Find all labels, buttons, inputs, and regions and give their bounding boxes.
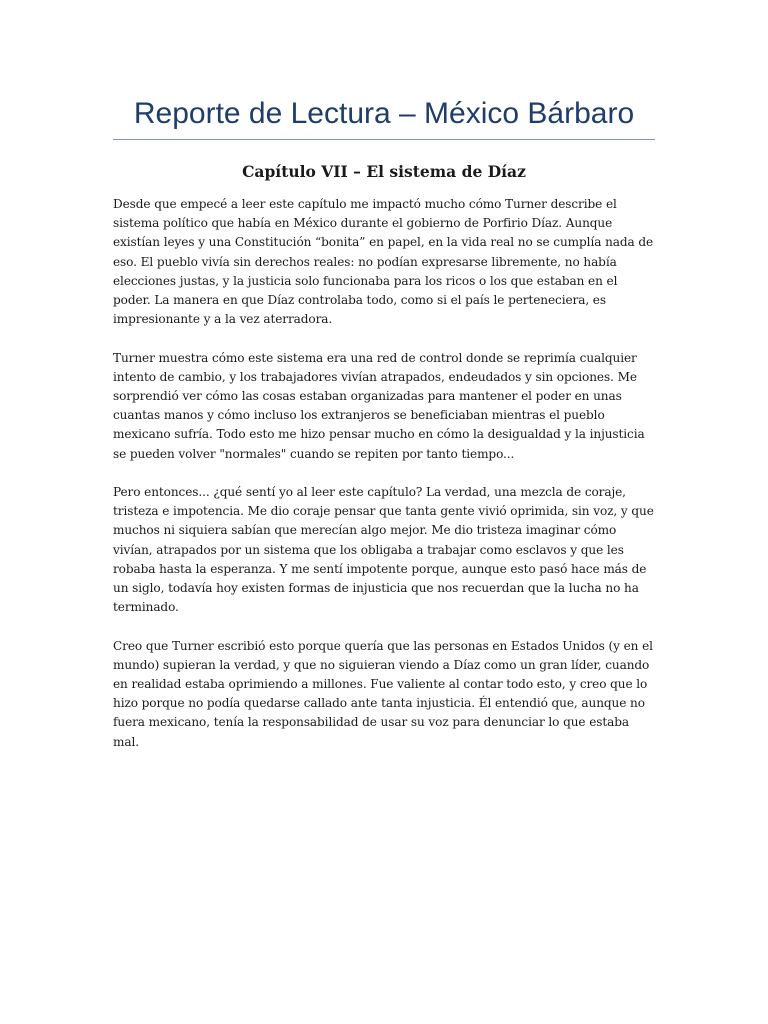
title-underline: [113, 139, 655, 140]
paragraph: Creo que Turner escribió esto porque quería que las personas en Estados Unidos (y en el mundo) supieran la verdad, y que no siguieran viendo a Díaz como un gran líder, cuando en realidad estaba oprimiendo a millones. Fue valiente al contar todo esto, y creo que lo hizo porque no podía quedarse callado ante tanta injusticia. Él entendió que, aunque no fuera mexicano, tenía la responsabilidad de usar su voz para denunciar lo que estaba mal.: [113, 638, 653, 749]
paragraph: Desde que empecé a leer este capítulo me impactó mucho cómo Turner describe el sistema político que había en México durante el gobierno de Porfirio Díaz. Aunque existían leyes y una Constitución “bonita” en papel, en la vida real no se cumplía nada de eso. El pueblo vivía sin derechos reales: no podían expresarse libremente, no había elecciones justas, y la justicia solo funcionaba para los ricos o los que estaban en el poder. La manera en que Díaz controlaba todo, como si el país le perteneciera, es impresionante y a la vez aterradora.: [113, 197, 654, 327]
document-body: [113, 195, 655, 771]
paragraph: Turner muestra cómo este sistema era una red de control donde se reprimía cualquier intento de cambio, y los trabajadores vivían atrapados, endeudados y sin opciones. Me sorprendió ver cómo las cosas estaban organizadas para mantener el poder en unas cuantas manos y cómo incluso los extranjeros se beneficiaban mientras el pueblo mexicano sufría. Todo esto me hizo pensar mucho en cómo la desigualdad y la injusticia se pueden volver "normales" cuando se repiten por tanto tiempo...: [113, 350, 645, 461]
page-title: Reporte de Lectura – México Bárbaro: [133, 97, 635, 130]
paragraph: Pero entonces... ¿qué sentí yo al leer este capítulo? La verdad, una mezcla de coraje, tristeza e impotencia. Me dio coraje pensar que tanta gente vivió oprimida, sin voz, y que muchos ni siquiera sabían que merecían algo mejor. Me dio tristeza imaginar cómo vivían, atrapados por un sistema que los obligaba a trabajar como esclavos y que les robaba hasta la esperanza. Y me sentí impotente porque, aunque esto pasó hace más de un siglo, todavía hoy existen formas de injusticia que nos recuerdan que la lucha no ha terminado.: [113, 485, 654, 615]
chapter-heading: Capítulo VII – El sistema de Díaz: [242, 162, 526, 181]
